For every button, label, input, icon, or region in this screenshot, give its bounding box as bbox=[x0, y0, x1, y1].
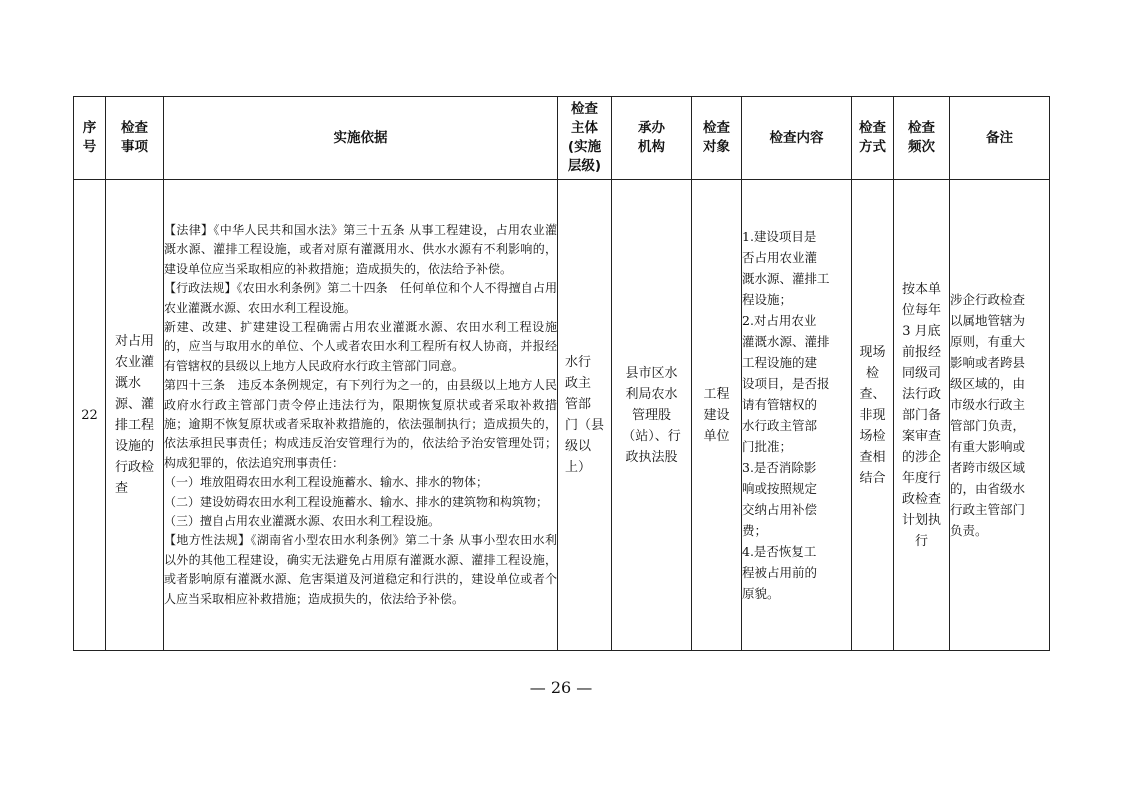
header-frequency bbox=[894, 97, 950, 180]
text-line: 结合 bbox=[859, 470, 886, 486]
text-line: 请有管辖权的 bbox=[742, 396, 818, 412]
text-line: 非现 bbox=[859, 407, 886, 423]
text-line: 2.对占用农业 bbox=[742, 312, 817, 328]
text-line: （站）、行 bbox=[622, 428, 681, 444]
text-line: 层级) bbox=[567, 158, 602, 174]
text-line: 查 bbox=[114, 481, 128, 496]
text-line: 同级司 bbox=[901, 365, 941, 381]
row-target bbox=[692, 180, 742, 651]
header-basis bbox=[164, 97, 558, 180]
text-line: 原则，有重大 bbox=[950, 333, 1026, 349]
text-line: 源、灌 bbox=[114, 397, 154, 412]
row-subject bbox=[558, 180, 612, 651]
text-line: 级区域的，由 bbox=[950, 375, 1026, 391]
header-target bbox=[692, 97, 742, 180]
text-line: 门批准； bbox=[742, 438, 793, 454]
text-line: 检查 bbox=[908, 120, 935, 136]
text-line: 查、 bbox=[859, 386, 886, 402]
text-line: 行 bbox=[914, 533, 928, 549]
text-line: 管部 bbox=[564, 397, 591, 412]
text-line: 现场 bbox=[859, 344, 886, 360]
text-line: 负责。 bbox=[950, 522, 988, 538]
text-line: 检查 bbox=[121, 120, 148, 136]
text-line: 对占用 bbox=[114, 334, 154, 349]
text-line: 设施的 bbox=[114, 439, 154, 454]
text-line: 溉水 bbox=[114, 376, 141, 391]
text-line: 管部门负责， bbox=[950, 417, 1026, 433]
text-line: 级以 bbox=[564, 439, 591, 454]
header-note bbox=[950, 97, 1050, 180]
text-line: 主体 bbox=[570, 120, 598, 136]
text-line: 水行政主管部 bbox=[742, 417, 818, 433]
inspection-table bbox=[73, 96, 1050, 651]
text-line: 水行 bbox=[564, 355, 591, 370]
text-line: 前报经 bbox=[901, 344, 941, 360]
text-line: 利局农水 bbox=[625, 386, 678, 402]
text-line: 检 bbox=[865, 365, 879, 381]
page-number: — 26 — bbox=[529, 678, 593, 697]
text-line: 行政检 bbox=[114, 460, 154, 475]
text-line: 费； bbox=[742, 522, 768, 538]
basis-paragraph: 【地方性法规】《湖南省小型农田水利条例》第二十条 从事小型农田水利以外的其他工程建设，确实无法避免占用原有灌溉水源、灌排工程设施，或者影响原有灌溉水源、危害渠道及河道稳定和行洪的，建设单位或者个人应当采取相应补救措施；造成损失的，依法给予补偿。 bbox=[164, 533, 557, 606]
text-line: 建设 bbox=[703, 407, 730, 423]
text-line: 行政主管部门 bbox=[950, 501, 1026, 517]
text-line: 交纳占用补偿 bbox=[742, 501, 818, 517]
text-line: (实施 bbox=[567, 139, 602, 155]
text-line: 事项 bbox=[121, 139, 148, 155]
basis-paragraph: （二）建设妨碍农田水利工程设施蓄水、输水、排水的建筑物和构筑物； bbox=[164, 494, 549, 509]
text-line: 频次 bbox=[908, 139, 935, 155]
row-method bbox=[852, 180, 894, 651]
text-line: 号 bbox=[82, 139, 97, 155]
text-line: 管理股 bbox=[631, 407, 671, 423]
text-line: 政检查 bbox=[901, 491, 941, 507]
header-content bbox=[742, 97, 852, 180]
text-line: 计划执 bbox=[901, 512, 941, 528]
text-line: 1.建设项目是 bbox=[742, 228, 817, 244]
text-line: 4.是否恢复工 bbox=[742, 543, 817, 559]
basis-paragraph: 第四十三条 违反本条例规定，有下列行为之一的，由县级以上地方人民政府水行政主管部门责令停止违法行为，限期恢复原状或者采取补救措施；逾期不恢复原状或者采取补救措施的，依法强制执行；造成损失的，依法承担民事责任；构成违反治安管理行为的，依法给予治安管理处罚；构成犯罪的，依法追究刑事责任： bbox=[164, 378, 557, 470]
text-line: 的，由省级水 bbox=[950, 480, 1026, 496]
header-subject bbox=[558, 97, 612, 180]
text-line: 场检 bbox=[859, 428, 886, 444]
text-line: 3 月底 bbox=[902, 323, 941, 339]
text-line: 备注 bbox=[986, 129, 1013, 146]
text-line: 查相 bbox=[859, 449, 886, 465]
text-line: 农业灌 bbox=[114, 355, 154, 370]
text-line: 检查 bbox=[859, 120, 886, 136]
text-line: 程设施； bbox=[742, 291, 793, 307]
text-line: 检查内容 bbox=[769, 129, 824, 146]
text-line: 否占用农业灌 bbox=[742, 249, 818, 265]
row-frequency bbox=[894, 180, 950, 651]
header-item bbox=[106, 97, 164, 180]
text-line: 排工程 bbox=[114, 418, 154, 433]
basis-paragraph: （一）堆放阻碍农田水利工程设施蓄水、输水、排水的物体； bbox=[164, 475, 489, 490]
header-row bbox=[74, 97, 1050, 180]
text-line: 设项目，是否报 bbox=[742, 375, 830, 391]
text-line: 上） bbox=[564, 460, 591, 475]
text-line: 案审查 bbox=[901, 428, 941, 444]
text-line: 原貌。 bbox=[742, 585, 780, 601]
row-org bbox=[612, 180, 692, 651]
table-row bbox=[74, 180, 1050, 651]
header-org bbox=[612, 97, 692, 180]
text-line: 检查 bbox=[703, 120, 730, 136]
text-line: 政主 bbox=[564, 376, 591, 391]
text-line: 法行政 bbox=[901, 386, 941, 402]
basis-paragraph: 新建、改建、扩建建设工程确需占用农业灌溉水源、农田水利工程设施的，应当与取用水的单位、个人或者农田水利工程所有权人协商，并报经有管辖权的县级以上地方人民政府水行政主管部门同意。 bbox=[164, 319, 557, 373]
text-line: 承办 bbox=[638, 120, 665, 136]
text-line: 部门备 bbox=[901, 407, 941, 423]
header-method bbox=[852, 97, 894, 180]
text-line: 单位 bbox=[703, 428, 730, 444]
row-basis bbox=[164, 180, 558, 651]
basis-paragraph: 【法律】《中华人民共和国水法》第三十五条 从事工程建设，占用农业灌溉水源、灌排工程设施，或者对原有灌溉用水、供水水源有不利影响的，建设单位应当采取相应的补救措施；造成损失的，依法给予补偿。 bbox=[164, 222, 557, 276]
row-index: 22 bbox=[74, 180, 106, 651]
text-line: 响或按照规定 bbox=[742, 480, 818, 496]
text-line: 按本单 bbox=[901, 281, 941, 297]
text-line: 年度行 bbox=[901, 470, 941, 486]
header-index bbox=[74, 97, 106, 180]
text-line: 位每年 bbox=[901, 302, 941, 318]
text-line: 检查 bbox=[570, 101, 598, 117]
text-line: 方式 bbox=[859, 139, 886, 155]
text-line: 工程设施的建 bbox=[742, 354, 818, 370]
text-line: 涉企行政检查 bbox=[950, 291, 1026, 307]
text-line: 政执法股 bbox=[625, 449, 678, 465]
text-line: 工程 bbox=[703, 386, 730, 402]
row-item bbox=[106, 180, 164, 651]
text-line: 者跨市级区域 bbox=[950, 459, 1026, 475]
text-line: 机构 bbox=[638, 139, 665, 155]
text-line: 灌溉水源、灌排 bbox=[742, 333, 830, 349]
row-note bbox=[950, 180, 1050, 651]
text-line: 3.是否消除影 bbox=[742, 459, 817, 475]
text-line: 有重大影响或 bbox=[950, 438, 1026, 454]
text-line: 对象 bbox=[703, 139, 730, 155]
text-line: 程被占用前的 bbox=[742, 564, 818, 580]
basis-paragraph: （三）擅自占用农业灌溉水源、农田水利工程设施。 bbox=[164, 514, 441, 529]
text-line: 县市区水 bbox=[625, 365, 678, 381]
text-line: 的涉企 bbox=[901, 449, 941, 465]
text-line: 市级水行政主 bbox=[950, 396, 1026, 412]
text-line: 溉水源、灌排工 bbox=[742, 270, 830, 286]
text-line: 门（县 bbox=[564, 418, 604, 433]
text-line: 以属地管辖为 bbox=[950, 312, 1026, 328]
text-line: 序 bbox=[82, 120, 97, 136]
text-line: 影响或者跨县 bbox=[950, 354, 1026, 370]
row-content bbox=[742, 180, 852, 651]
basis-paragraph: 【行政法规】《农田水利条例》第二十四条 任何单位和个人不得擅自占用农业灌溉水源、农田水利工程设施。 bbox=[164, 281, 557, 315]
text-line: 实施依据 bbox=[333, 129, 388, 146]
